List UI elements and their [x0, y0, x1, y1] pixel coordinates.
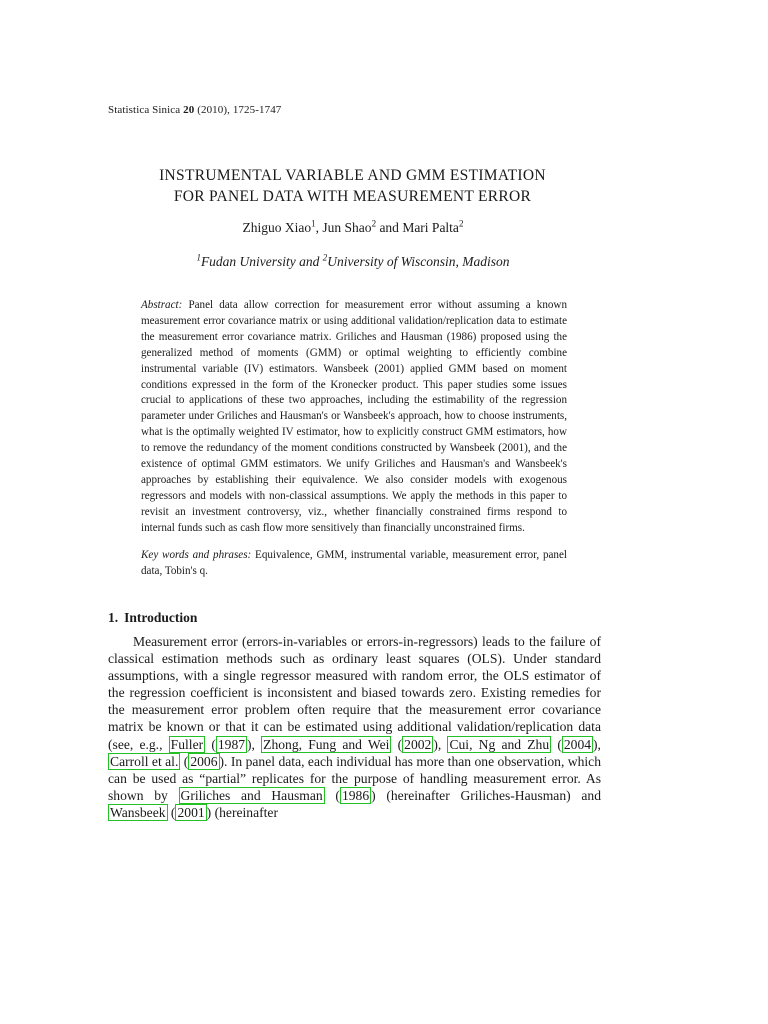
section-title-text: Introduction: [124, 610, 198, 625]
affiliation-name: University of Wisconsin, Madison: [327, 254, 510, 269]
section-heading: [108, 610, 203, 626]
journal-name: Statistica Sinica: [108, 104, 181, 116]
citation-year-link[interactable]: 2004: [563, 736, 592, 752]
affiliation-marker: 1: [196, 252, 201, 263]
body-text: (: [180, 753, 189, 769]
paper-title: [100, 165, 605, 207]
affiliations: [108, 254, 598, 270]
title-line-1: INSTRUMENTAL VARIABLE AND GMM ESTIMATION: [159, 167, 546, 184]
journal-volume: 20: [183, 104, 195, 116]
body-text: (: [551, 736, 562, 752]
body-text: ) (hereinafter: [206, 804, 278, 820]
affiliation-marker: 2: [458, 218, 464, 229]
citation-year-link[interactable]: 1986: [341, 787, 370, 803]
body-text: ),: [247, 736, 262, 752]
affiliation-name: Fudan University and: [200, 254, 323, 269]
citation-year-link[interactable]: 1987: [217, 736, 246, 752]
author-separator: and: [376, 220, 403, 235]
keywords-label: Key words and phrases:: [141, 549, 252, 561]
section-number: 1.: [108, 610, 119, 625]
citation-link[interactable]: Griliches and Hausman: [180, 787, 323, 803]
affiliation-marker: 2: [322, 252, 328, 263]
abstract-label: Abstract:: [141, 299, 183, 311]
citation-link[interactable]: Wansbeek: [110, 804, 166, 820]
affiliation-marker: 2: [371, 218, 377, 229]
body-text: (: [391, 736, 403, 752]
journal-header: [108, 104, 281, 116]
author-list: [108, 220, 598, 236]
keywords: [141, 548, 567, 580]
keywords-text: Equivalence, GMM, instrumental variable, measurement error, panel data, Tobin's q.: [141, 549, 567, 577]
author-separator: ,: [315, 220, 323, 235]
body-text: ),: [433, 736, 448, 752]
journal-year-pages: (2010), 1725-1747: [197, 104, 282, 116]
citation-link[interactable]: Fuller: [170, 736, 204, 752]
body-text: ),: [593, 736, 601, 752]
citation-year-link[interactable]: 2006: [190, 753, 218, 769]
citation-year-link[interactable]: 2001: [177, 804, 205, 820]
body-text: (: [205, 736, 216, 752]
abstract: [141, 298, 567, 537]
intro-paragraph: [108, 633, 601, 821]
body-text: ) (hereinafter Griliches-Hausman) and: [371, 787, 601, 803]
body-text: Measurement error (errors-in-variables or errors-in-regressors) leads to the failure of classical estimation methods such as ordinary least squares (OLS). Under standard assumptions, with a single regressor measured with random error, the OLS estimator of the regression coefficient is inconsistent and biased towards zero. Existing remedies for the measurement error problem often require that the measurement error covariance matrix be known or that it can be estimated using additional validation/replication data (see, e.g.,: [108, 634, 601, 752]
title-line-2: FOR PANEL DATA WITH MEASUREMENT ERROR: [173, 188, 532, 205]
abstract-text: Panel data allow correction for measurement error without assuming a known measurement error covariance matrix or using additional validation/replication data to estimate the measurement error covariance matrix. Griliches and Hausman (1986) proposed using the generalized method of moments (GMM) or optimal weighting to efficiently combine instrumental variable (IV) estimators. Wansbeek (2001) applied GMM based on moment conditions expressed in the form of the Kronecker product. This paper studies some issues crucial to applications of these two approaches, including the estimability of the regression parameter under Griliches and Hausman's or Wansbeek's approach, how to choose instruments, what is the optimally weighted IV estimator, how to explicitly construct GMM estimators, how to remove the redundancy of the moment conditions constructed by Wansbeek (2001), and the existence of optimal GMM estimators. We unify Griliches and Hausman's and Wansbeek's approaches by establishing their equivalence. We also consider models with exogenous regressors and models with non-classical assumptions. We apply the methods in this paper to revisit an investment controversy, viz., whether financially constrained firms respond to internal funds such as cash flow more sensitively than financially unconstrained firms.: [141, 299, 567, 534]
citation-link[interactable]: Zhong, Fung and Wei: [263, 736, 390, 752]
body-text: (: [324, 787, 340, 803]
author-name: Mari Palta: [402, 220, 459, 235]
body-text: ). In panel data, each individual has more than one observation, which can be used as “partial” replicates for the purpose of handling measurement error. As shown by: [108, 753, 601, 803]
author-name: Jun Shao: [322, 220, 372, 235]
citation-link[interactable]: Carroll et al.: [110, 753, 179, 769]
citation-link[interactable]: Cui, Ng and Zhu: [449, 736, 550, 752]
author-name: Zhiguo Xiao: [242, 220, 312, 235]
citation-year-link[interactable]: 2002: [404, 736, 432, 752]
affiliation-marker: 1: [311, 218, 316, 229]
body-text: (: [167, 804, 176, 820]
